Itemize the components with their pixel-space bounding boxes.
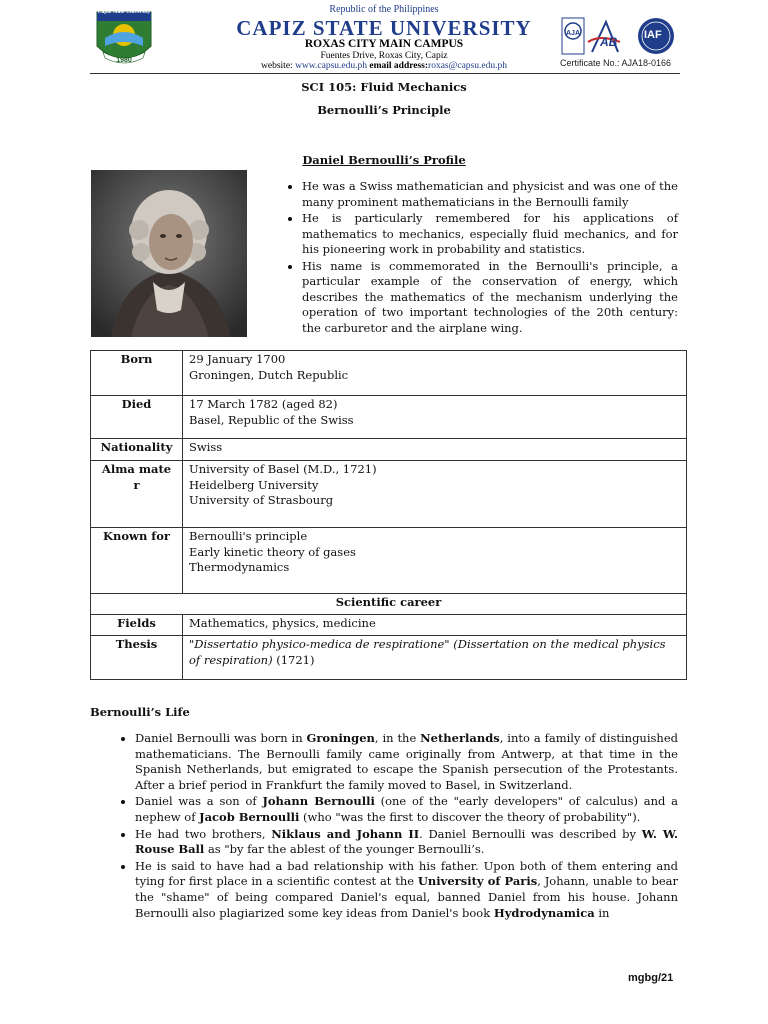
- known-for-value: Bernoulli's principle Early kinetic theory of gases Thermodynamics: [183, 528, 687, 594]
- thesis-value: [183, 636, 687, 680]
- page-footer: mgbg/21: [628, 972, 674, 984]
- text-segment: . Daniel Bernoulli was described by: [419, 826, 642, 841]
- ab-logo-text: AB: [600, 35, 618, 49]
- bold-term: Hydrodynamica: [493, 905, 595, 920]
- text-segment: , Johann, unable to bear the "shame" of being compared Daniel's equal, banned Daniel from his house. Johann Bernoulli also plagiarized some key ideas from Daniel's book: [135, 874, 679, 920]
- bold-term: W. W. Rouse Ball: [135, 826, 678, 857]
- bold-term: Johann Bernoulli: [262, 794, 375, 809]
- republic-text: Republic of the Philippines: [329, 4, 439, 15]
- nationality-value: Swiss: [183, 439, 687, 461]
- died-value: 17 March 1782 (aged 82) Basel, Republic of the Swiss: [183, 396, 687, 439]
- profile-bullet: • He was a Swiss mathematician and physicist and was one of the many prominent mathematicians in the Bernoulli family: [302, 179, 678, 210]
- born-value: 29 January 1700 Groningen, Dutch Republic: [183, 351, 687, 396]
- certificate-number: Certificate No.: AJA18-0166: [560, 58, 672, 68]
- text-segment: (who "was the first to discover the theory of probability").: [299, 809, 641, 824]
- course-title: SCI 105: Fluid Mechanics: [301, 80, 467, 94]
- thesis-year: (1721): [272, 652, 315, 667]
- alma-mater-value: University of Basel (M.D., 1721) Heidelberg University University of Strasbourg: [183, 461, 687, 528]
- topic-title: Bernoulli’s Principle: [317, 103, 451, 117]
- table-row: [91, 396, 687, 439]
- table-row: [91, 594, 687, 615]
- life-bullet: [135, 731, 678, 793]
- text-segment: (one of the "early developers" of calculus) and a nephew of: [135, 794, 678, 824]
- bold-term: Jacob Bernoulli: [199, 809, 300, 824]
- table-row: [91, 636, 687, 680]
- text-segment: , into a family of distinguished mathematicians. The Bernoulli family came originally from Antwerp, at that time in the Spanish Netherlands, but emigrated to escape the Spanish persecution of the Protestants. After a brief period in Frankfurt the family moved to Basel, in Switzerland.: [135, 731, 678, 792]
- text-segment: He is said to have had a bad relationship with his father. Upon both of them entering and tying for first place in a scientific contest at the: [135, 858, 678, 889]
- table-row: [91, 615, 687, 636]
- text-segment: as "by far the ablest of the younger Bernoulli’s.: [204, 842, 485, 857]
- iaf-logo-text: IAF: [644, 29, 662, 41]
- campus-address: Fuentes Drive, Roxas City, Capiz: [320, 51, 448, 61]
- profile-bullets: [280, 179, 678, 337]
- table-row: [91, 528, 687, 594]
- bold-term: Netherlands: [420, 731, 500, 745]
- table-row: [91, 461, 687, 528]
- text-segment: , in the: [374, 731, 421, 745]
- text-segment: He had two brothers,: [135, 826, 272, 841]
- thesis-label: Thesis: [91, 636, 183, 680]
- life-bullet: [135, 794, 678, 825]
- text-segment: Daniel Bernoulli was born in: [135, 731, 307, 745]
- life-bullets: [113, 731, 678, 922]
- bold-term: Niklaus and Johann II: [271, 826, 420, 841]
- born-label: Born: [91, 351, 183, 396]
- life-bullet: [135, 859, 678, 921]
- bold-term: University of Paris: [417, 874, 538, 889]
- nationality-label: Nationality: [91, 439, 183, 461]
- text-segment: in: [594, 905, 610, 920]
- biography-table: [90, 350, 687, 680]
- known-for-label: Known for: [91, 528, 183, 594]
- life-bullet: [135, 827, 678, 858]
- text-segment: Daniel was a son of: [135, 794, 263, 809]
- life-heading: Bernoulli’s Life: [90, 705, 190, 719]
- scientific-career-heading: Scientific career: [91, 594, 687, 615]
- website-link[interactable]: www.capsu.edu.ph: [295, 61, 367, 71]
- seal-year: 1980: [116, 57, 132, 64]
- aja-logo-text: AJA: [566, 30, 581, 37]
- profile-heading: Daniel Bernoulli’s Profile: [302, 153, 466, 167]
- fields-label: Fields: [91, 615, 183, 636]
- alma-mater-label: Alma mate r: [91, 461, 183, 528]
- bold-term: Groningen: [306, 731, 375, 745]
- header-divider: [90, 73, 680, 74]
- profile-bullet: • His name is commemorated in the Bernoulli's principle, a particular example of the conservation of energy, which describes the mathematics of the mechanism underlying the operation of two important technologies of the 20th century: the carburetor and the airplane wing.: [302, 259, 678, 337]
- campus-name: ROXAS CITY MAIN CAMPUS: [304, 38, 464, 50]
- email-link[interactable]: roxas@capsu.edu.ph: [428, 61, 507, 71]
- bernoulli-portrait: [91, 170, 247, 337]
- profile-bullet: • He is particularly remembered for his applications of mathematics to mechanics, especially fluid mechanics, and for his pioneering work in probability and statistics.: [302, 211, 678, 258]
- died-label: Died: [91, 396, 183, 439]
- seal-text: Capiz State University: [97, 9, 151, 15]
- table-row: [91, 351, 687, 396]
- table-row: [91, 439, 687, 461]
- fields-value: Mathematics, physics, medicine: [183, 615, 687, 636]
- thesis-title: "Dissertatio physico-medica de respiratione" (Dissertation on the medical physics of respiration): [189, 637, 666, 667]
- email-label: email address:: [369, 61, 429, 71]
- website-label: website:: [261, 61, 293, 71]
- university-name: CAPIZ STATE UNIVERSITY: [236, 16, 532, 40]
